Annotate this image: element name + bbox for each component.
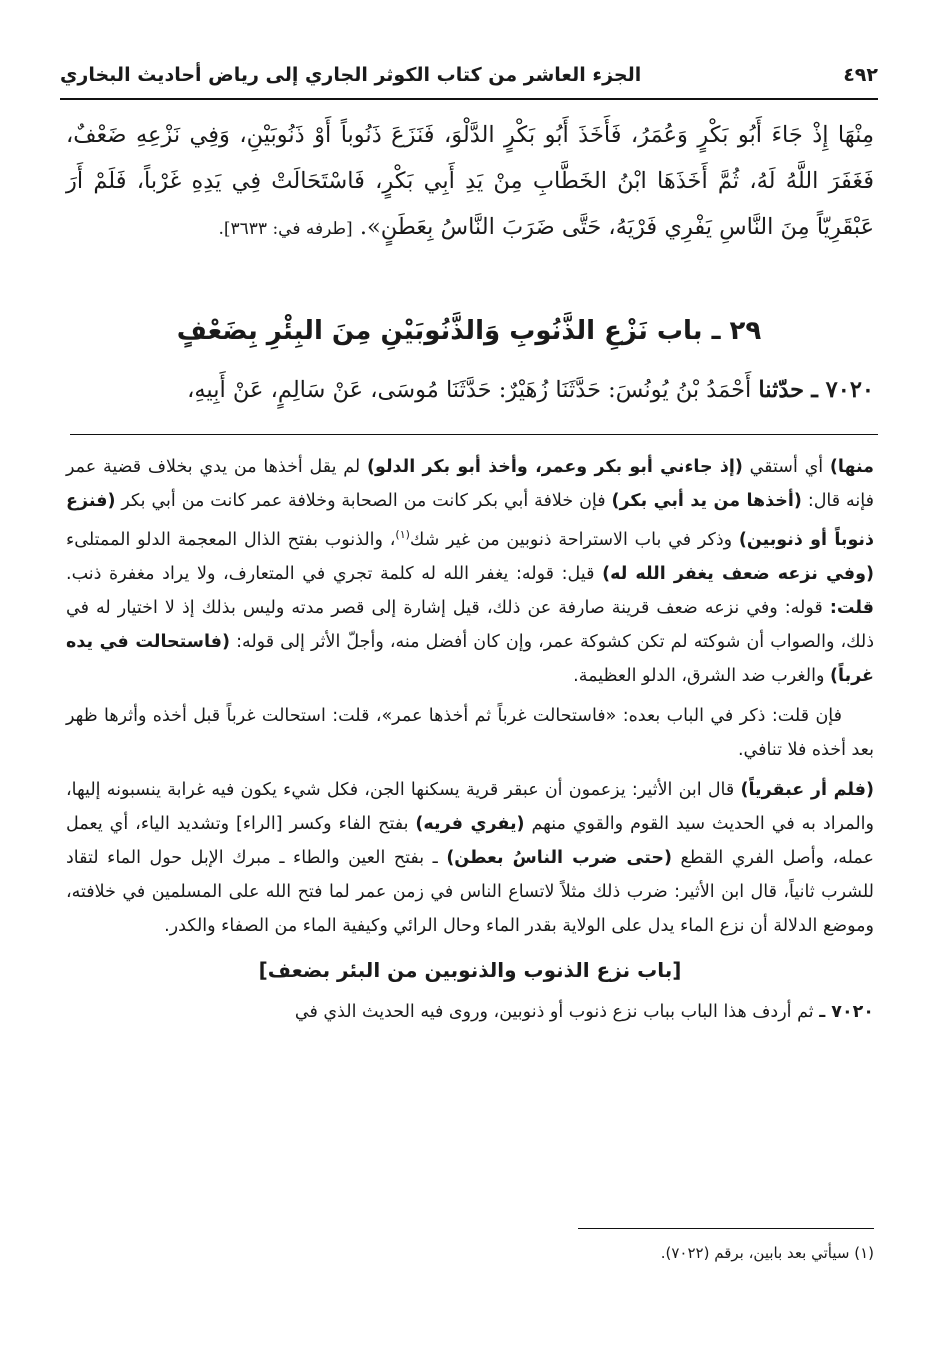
text-run: أي أستقي	[742, 457, 830, 477]
chapter-title: ٢٩ ـ باب نَزْعِ الذَّنُوبِ وَالذَّنُوبَيْنِ مِنَ البِئْرِ بِضَعْفٍ	[176, 316, 762, 346]
text-run: والغرب ضد الشرق، الدلو العظيمة.	[573, 665, 831, 686]
commentary-block	[66, 450, 874, 1035]
bold-phrase: (فنزع ذنوباً أو ذنوبين)	[66, 491, 874, 550]
commentary-paragraph-3	[66, 773, 874, 943]
hadith-number: ٧٠٢٠ ـ	[811, 377, 874, 403]
hadith-chain: أَحْمَدُ بْنُ يُونُسَ: حَدَّثَنَا زُهَيْرٌ: حَدَّثَنَا مُوسَى، عَنْ سَالِمٍ، عَنْ أَبِيهِ،	[187, 377, 752, 403]
footnote-divider	[578, 1228, 874, 1229]
bold-phrase: منها)	[829, 457, 874, 477]
text-run: ، والذنوب بفتح الذال المعجمة الدلو الممتلىء	[66, 529, 396, 550]
commentary-paragraph-2: فإن قلت: ذكر في الباب بعده: «فاستحالت غرباً ثم أخذها عمر»، قلت: استحالت غرباً قبل أخذه وأثرها ظهر بعد أخذه فلا تنافي.	[66, 705, 874, 760]
bracketed-chapter-title: [باب نزع الذنوب والذنوبين من البئر بضعف]	[258, 957, 682, 982]
next-hadith-block	[60, 370, 874, 410]
running-title: الجزء العاشر من كتاب الكوثر الجاري إلى رياض أحاديث البخاري	[60, 64, 642, 86]
text-run: قيل: قوله: يغفر الله له كلمة تجري في المتعارف، ولا يراد مغفرة ذنب.	[66, 563, 603, 584]
text-run: لم يقل أخذها من يدي بخلاف قضية عمر فإنه قال:	[66, 457, 874, 511]
page-header	[60, 58, 878, 92]
footnote-marker[interactable]: (١)	[395, 528, 410, 541]
hadith-haddathana: حدّثنا	[758, 377, 805, 403]
bold-phrase: (فاستحالت في يده غرباً)	[66, 631, 874, 686]
commentary-paragraph-4	[66, 995, 874, 1029]
commentary-divider	[70, 434, 878, 435]
bold-phrase: (حتى ضرب الناسُ بعطن)	[446, 847, 672, 868]
hadith-text: مِنْهَا إِذْ جَاءَ أَبُو بَكْرٍ وَعُمَرُ، فَأَخَذَ أَبُو بَكْرٍ الدَّلْوَ، فَنَزَعَ ذَنُوباً أَوْ ذَنُوبَيْنِ، وَفِي نَزْعِهِ ضَعْفٌ، فَغَفَرَ اللَّهُ لَهُ، ثُمَّ أَخَذَهَا ابْنُ الخَطَّابِ مِنْ يَدِ أَبِي بَكْرٍ، فَاسْتَحَالَتْ فِي يَدِهِ غَرْباً، فَلَمْ أَرَ عَبْقَرِيّاً مِنَ النَّاسِ يَفْرِي فَرْيَهُ، حَتَّى ضَرَبَ النَّاسُ بِعَطَنٍ».	[66, 122, 874, 240]
commentary-paragraph-1	[66, 450, 874, 693]
text-run: قوله: وفي نزعه ضعف قرينة صارفة عن ذلك، قيل إشارة إلى قصر مدته وليس بذلك إذ لا اختيار له في ذلك، والصواب أن شوكته لم تكن كشوكة عمر، وإن كان أفضل منه، وأجلّ الأثر إلى قوله:	[66, 597, 874, 652]
text-run: ـ بفتح العين والطاء ـ مبرك الإبل حول الماء لتقاد للشرب ثانياً، قال ابن الأثير: ضرب ذلك مثلاً لاتساع الناس في زمن عمر لما فتح الله على المسلمين في خلافته، وموضع الدلالة أن نزع الماء يدل على الولاية بقدر الماء وحال الرائي وكيفية الماء من الصفاء والكدر.	[66, 847, 874, 936]
bold-phrase: (أخذها من يد أبي بكر)	[611, 491, 802, 511]
bold-phrase: (فلم أر عبقرياً)	[740, 779, 874, 800]
text-run: وذكر في باب الاستراحة ذنوبين من غير شك	[409, 529, 739, 550]
bold-phrase: (وفي نزعه ضعف يغفر الله له)	[602, 563, 874, 584]
text-run: ثم أردف هذا الباب بباب نزع ذنوب أو ذنوبين، وروى فيه الحديث الذي في	[294, 1001, 820, 1022]
hadith-text-block	[66, 112, 874, 252]
page-number: ٤٩٢	[843, 64, 878, 86]
bold-phrase: ٧٠٢٠ ـ	[819, 1001, 874, 1022]
cross-reference: [طرفه في: ٣٦٣٣].	[218, 219, 353, 239]
header-divider	[60, 98, 878, 100]
text-run: فإن خلافة أبي بكر كانت من الصحابة وخلافة عمر كانت من أبي بكر	[115, 491, 612, 511]
bold-phrase: قلت:	[829, 597, 874, 618]
text-run: بفتح الفاء وكسر [الراء] وتشديد الياء، أي يعمل عمله، وأصل الفري القطع	[66, 813, 874, 868]
footnote: (١) سيأتي بعد بابين، برقم (٧٠٢٢).	[660, 1244, 874, 1262]
text-run: قال ابن الأثير: يزعمون أن عبقر قرية يسكنها الجن، فكل شيء يكون فيه غرابة ينسبونه إليها، والمراد به في الحديث سيد القوم والقوي منهم	[66, 779, 874, 834]
bold-phrase: (يفري فريه)	[415, 813, 525, 834]
bold-phrase: (إذ جاءني أبو بكر وعمر، وأخذ أبو بكر الدلو)	[366, 457, 743, 477]
